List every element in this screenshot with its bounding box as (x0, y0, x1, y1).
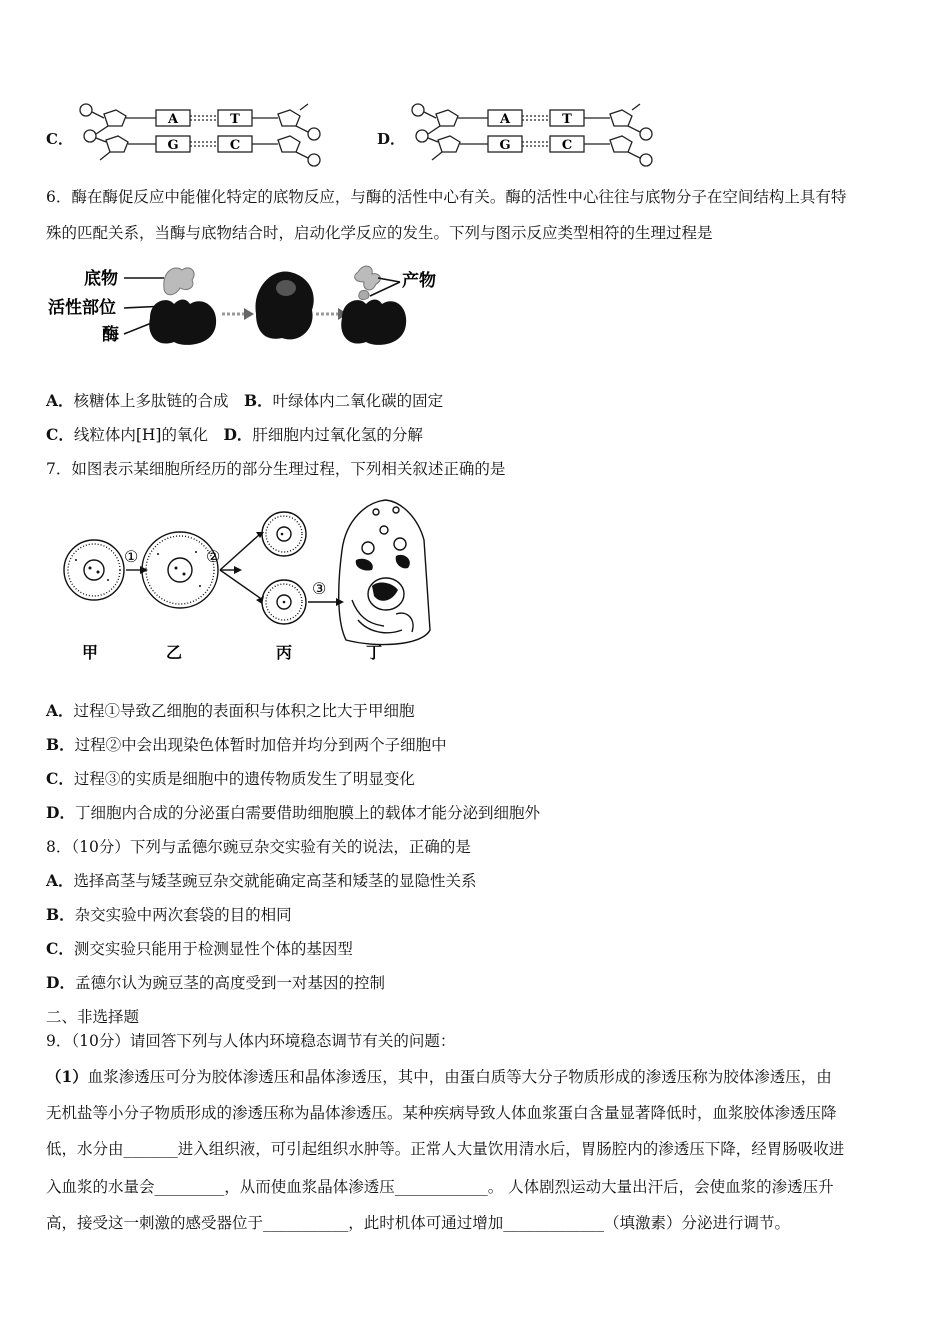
q9-stem: 9．（10分）请回答下列与人体内环境稳态调节有关的问题： (46, 1032, 456, 1050)
base-t: T (562, 112, 572, 127)
q7-stem: 7．如图表示某细胞所经历的部分生理过程，下列相关叙述正确的是 (46, 460, 506, 478)
step-3: ③ (312, 579, 327, 598)
product-shape (355, 266, 381, 290)
step-1: ① (124, 547, 139, 566)
cell-label-jia: 甲 (82, 643, 99, 662)
q8-option-d: D．孟德尔认为豌豆茎的高度受到一对基因的控制 (46, 973, 385, 992)
base-g: G (499, 138, 511, 153)
label-active-site: 活性部位 (48, 298, 116, 318)
step-2: ② (206, 547, 221, 566)
substrate-shape (164, 268, 194, 295)
q6-options-ab: A．核糖体上多肽链的合成 B．叶绿体内二氧化碳的固定 (46, 391, 444, 410)
dna-diagram-c (72, 96, 332, 176)
dna-diagram-d (404, 96, 664, 176)
q8-option-c: C．测交实验只能用于检测显性个体的基因型 (46, 939, 353, 958)
q9-line3: 低，水分由_______进入组织液，可引起组织水肿等。正常人大量饮用清水后，胃肠腔内的渗透压下降，经胃肠吸收进 (46, 1140, 845, 1158)
q9-line4: 入血浆的水量会_________，从而使血浆晶体渗透压____________。 人体剧烈运动大量出汗后，会使血浆的渗透压升 (46, 1178, 834, 1196)
section-title: 二、非选择题 (46, 1008, 140, 1026)
q9-line1: （1）血浆渗透压可分为胶体渗透压和晶体渗透压，其中，由蛋白质等大分子物质形成的渗透压称为胶体渗透压，由 (46, 1067, 832, 1086)
q8-option-b: B．杂交实验中两次套袋的目的相同 (46, 905, 292, 924)
q8-stem: 8．（10分）下列与孟德尔豌豆杂交实验有关的说法，正确的是 (46, 838, 471, 856)
base-c: C (561, 138, 573, 153)
enzyme-shape-3 (341, 300, 406, 345)
base-c: C (229, 138, 241, 153)
base-g: G (167, 138, 179, 153)
label-enzyme: 酶 (102, 325, 119, 345)
q7-option-d: D．丁细胞内合成的分泌蛋白需要借助细胞膜上的载体才能分泌到细胞外 (46, 803, 540, 822)
q8-option-a: A．选择高茎与矮茎豌豆杂交就能确定高茎和矮茎的显隐性关系 (46, 871, 477, 890)
q5-option-c-label: C． (46, 130, 73, 148)
base-a: A (499, 112, 511, 127)
q7-option-c: C．过程③的实质是细胞中的遗传物质发生了明显变化 (46, 769, 415, 788)
q6-stem-line2: 殊的匹配关系，当酶与底物结合时，启动化学反应的发生。下列与图示反应类型相符的生理过程是 (46, 224, 713, 242)
label-substrate: 底物 (84, 269, 118, 289)
q7-option-b: B．过程②中会出现染色体暂时加倍并均分到两个子细胞中 (46, 735, 447, 754)
enzyme-shape-1 (149, 300, 216, 345)
enzyme-figure (46, 258, 446, 358)
base-t: T (230, 112, 240, 127)
q5-option-d-label: D． (377, 130, 406, 148)
q9-line2: 无机盐等小分子物质形成的渗透压称为晶体渗透压。某种疾病导致人体血浆蛋白含量显著降低时，血浆胶体渗透压降 (46, 1104, 837, 1122)
label-product: 产物 (402, 271, 436, 291)
q9-line5: 高，接受这一刺激的感受器位于___________，此时机体可通过增加_____________（填激素）分泌进行调节。 (46, 1214, 791, 1232)
cell-label-yi: 乙 (166, 643, 183, 662)
q6-options-cd: C．线粒体内[H]的氧化 D．肝细胞内过氧化氢的分解 (46, 425, 423, 444)
q7-option-a: A．过程①导致乙细胞的表面积与体积之比大于甲细胞 (46, 701, 415, 720)
q6-stem-line1: 6．酶在酶促反应中能催化特定的底物反应，与酶的活性中心有关。酶的活性中心往往与底物分子在空间结构上具有特 (46, 188, 847, 206)
cell-label-ding: 丁 (366, 643, 383, 662)
cell-label-bing: 丙 (276, 643, 293, 662)
base-a: A (167, 112, 179, 127)
cell-process-figure (46, 490, 466, 665)
